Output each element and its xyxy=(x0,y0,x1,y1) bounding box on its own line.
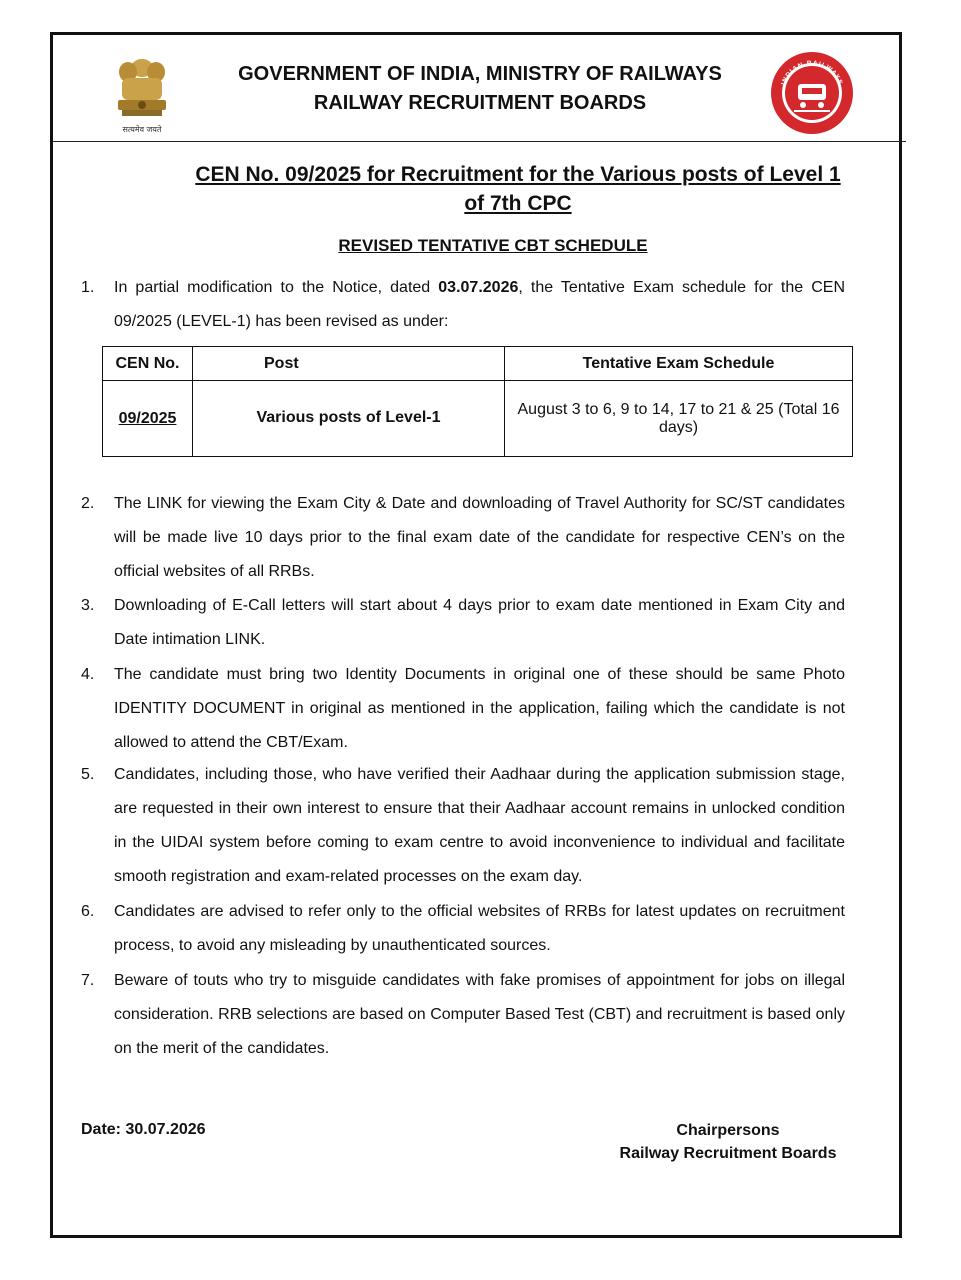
header-cen-no: CEN No. xyxy=(103,347,193,381)
cell-cen-no: 09/2025 xyxy=(103,381,193,457)
paragraph-5: 5. Candidates, including those, who have verified their Aadhaar during the application submission stage, are requested in their own interest to ensure that their Aadhaar account remains in unlocked condition in the UIDAI system before coming to exam centre to avoid inconvenience to individual and facilitate smooth registration and exam-related processes on the exam day. xyxy=(81,766,845,885)
paragraph-number: 1. xyxy=(81,279,95,296)
indian-railways-logo-icon xyxy=(769,50,855,136)
paragraph-3: 3. Downloading of E-Call letters will start about 4 days prior to exam date mentioned in Exam City and Date intimation LINK. xyxy=(81,597,845,648)
header-schedule: Tentative Exam Schedule xyxy=(505,347,853,381)
exam-schedule-table xyxy=(102,346,853,457)
paragraph-2: 2. The LINK for viewing the Exam City & Date and downloading of Travel Authority for SC/ST candidates will be made live 10 days prior to the final exam date of the candidate for respective CEN’s on the official websites of all RRBs. xyxy=(81,495,845,580)
notice-title-line1: CEN No. 09/2025 for Recruitment for the Various posts of Level 1 xyxy=(195,163,841,186)
paragraph-7: 7. Beware of touts who try to misguide candidates with fake promises of appointment for jobs on illegal consideration. RRB selections are based on Computer Based Test (CBT) and recruitment is based only on the merit of the candidates. xyxy=(81,972,845,1057)
notice-date: 03.07.2026 xyxy=(438,279,519,296)
logo-text: INDIAN RAILWAYS xyxy=(780,59,844,87)
table-header-row xyxy=(103,347,853,381)
header-post: Post xyxy=(193,347,505,381)
header-line-boards: RAILWAY RECRUITMENT BOARDS xyxy=(313,92,647,114)
cell-schedule: August 3 to 6, 9 to 14, 17 to 21 & 25 (Total 16 days) xyxy=(505,381,853,457)
paragraph-6: 6. Candidates are advised to refer only to the official websites of RRBs for latest updates on recruitment process, to avoid any misleading by unauthenticated sources. xyxy=(81,903,845,954)
signatory-title: Chairpersons xyxy=(676,1122,780,1139)
signature-block xyxy=(600,1119,856,1165)
paragraph-1 xyxy=(81,271,845,339)
notice-title xyxy=(176,160,860,218)
header-line-ministry: GOVERNMENT OF INDIA, MINISTRY OF RAILWAYS xyxy=(238,63,722,85)
signatory-org: Railway Recruitment Boards xyxy=(619,1145,837,1162)
paragraph-4: 4. The candidate must bring two Identity Documents in original one of these should be same Photo IDENTITY DOCUMENT in original as mentioned in the application, failing which the candidate is not allowed to attend the CBT/Exam. xyxy=(81,666,845,751)
table-row xyxy=(103,381,853,457)
schedule-subtitle: REVISED TENTATIVE CBT SCHEDULE xyxy=(338,236,648,255)
issue-date: Date: 30.07.2026 xyxy=(81,1121,206,1138)
cell-post: Various posts of Level-1 xyxy=(193,381,505,457)
notice-title-line2: of 7th CPC xyxy=(464,192,572,215)
paragraph-text: In partial modification to the Notice, dated 03.07.2026, the Tentative Exam schedule for the CEN 09/2025 (LEVEL-1) has been revised as under: xyxy=(114,279,845,330)
header-divider xyxy=(53,141,906,142)
header-title xyxy=(200,60,760,118)
emblem-caption: सत्यमेव जयते xyxy=(122,125,162,134)
